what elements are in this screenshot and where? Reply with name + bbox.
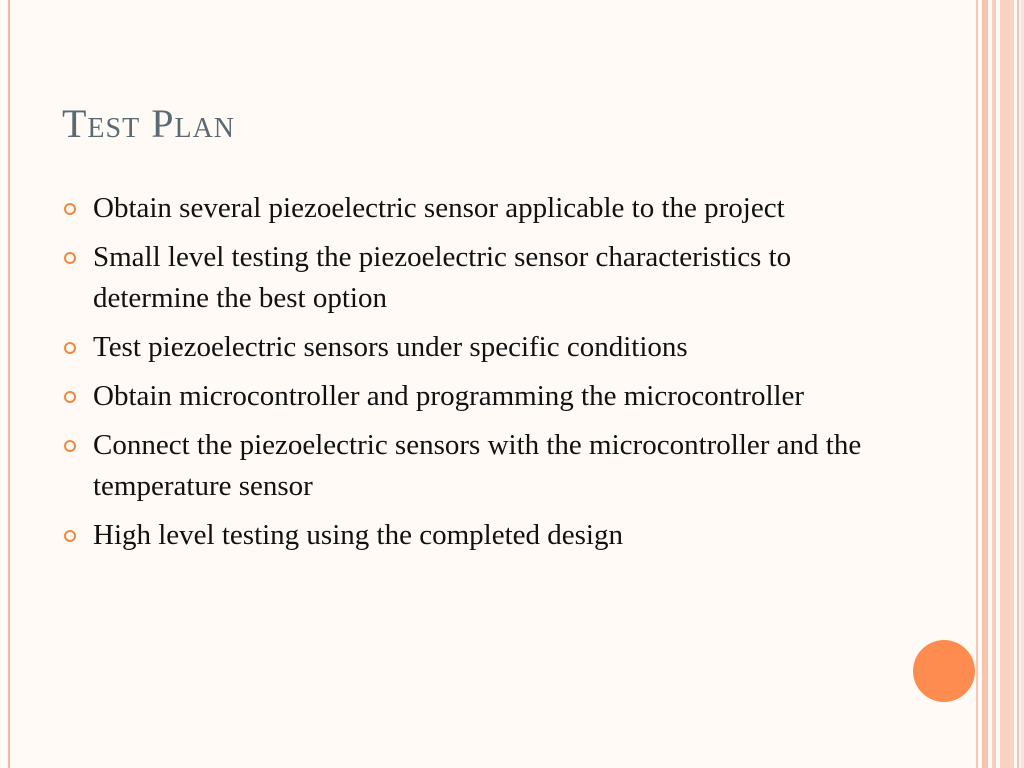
bullet-text: Test piezoelectric sensors under specific conditions — [93, 331, 688, 363]
left-border-line — [8, 0, 10, 768]
circle-bullet-icon — [64, 391, 76, 403]
bullet-item — [62, 327, 862, 368]
bullet-item — [62, 425, 862, 507]
slide-title: Test Plan — [62, 101, 236, 146]
right-stripe — [1017, 0, 1019, 768]
right-stripe — [992, 0, 996, 768]
circle-bullet-icon — [64, 530, 76, 542]
right-stripe — [1000, 0, 1014, 768]
orange-circle-decoration — [913, 640, 975, 702]
bullet-item — [62, 188, 862, 229]
bullet-text: Small level testing the piezoelectric sensor characteristics to determine the best option — [93, 241, 792, 314]
circle-bullet-icon — [64, 203, 76, 215]
circle-bullet-icon — [64, 440, 76, 452]
bullet-item — [62, 237, 862, 319]
right-stripe — [982, 0, 988, 768]
bullet-text: High level testing using the completed design — [93, 519, 623, 551]
bullet-text: Connect the piezoelectric sensors with the microcontroller and the temperature sensor — [93, 429, 862, 502]
bullet-text: Obtain microcontroller and programming the microcontroller — [93, 380, 805, 412]
right-stripe — [976, 0, 978, 768]
bullet-item — [62, 515, 862, 556]
bullet-list — [62, 188, 862, 564]
bullet-item — [62, 376, 862, 417]
circle-bullet-icon — [64, 252, 76, 264]
bullet-text: Obtain several piezoelectric sensor applicable to the project — [93, 192, 785, 224]
circle-bullet-icon — [64, 342, 76, 354]
